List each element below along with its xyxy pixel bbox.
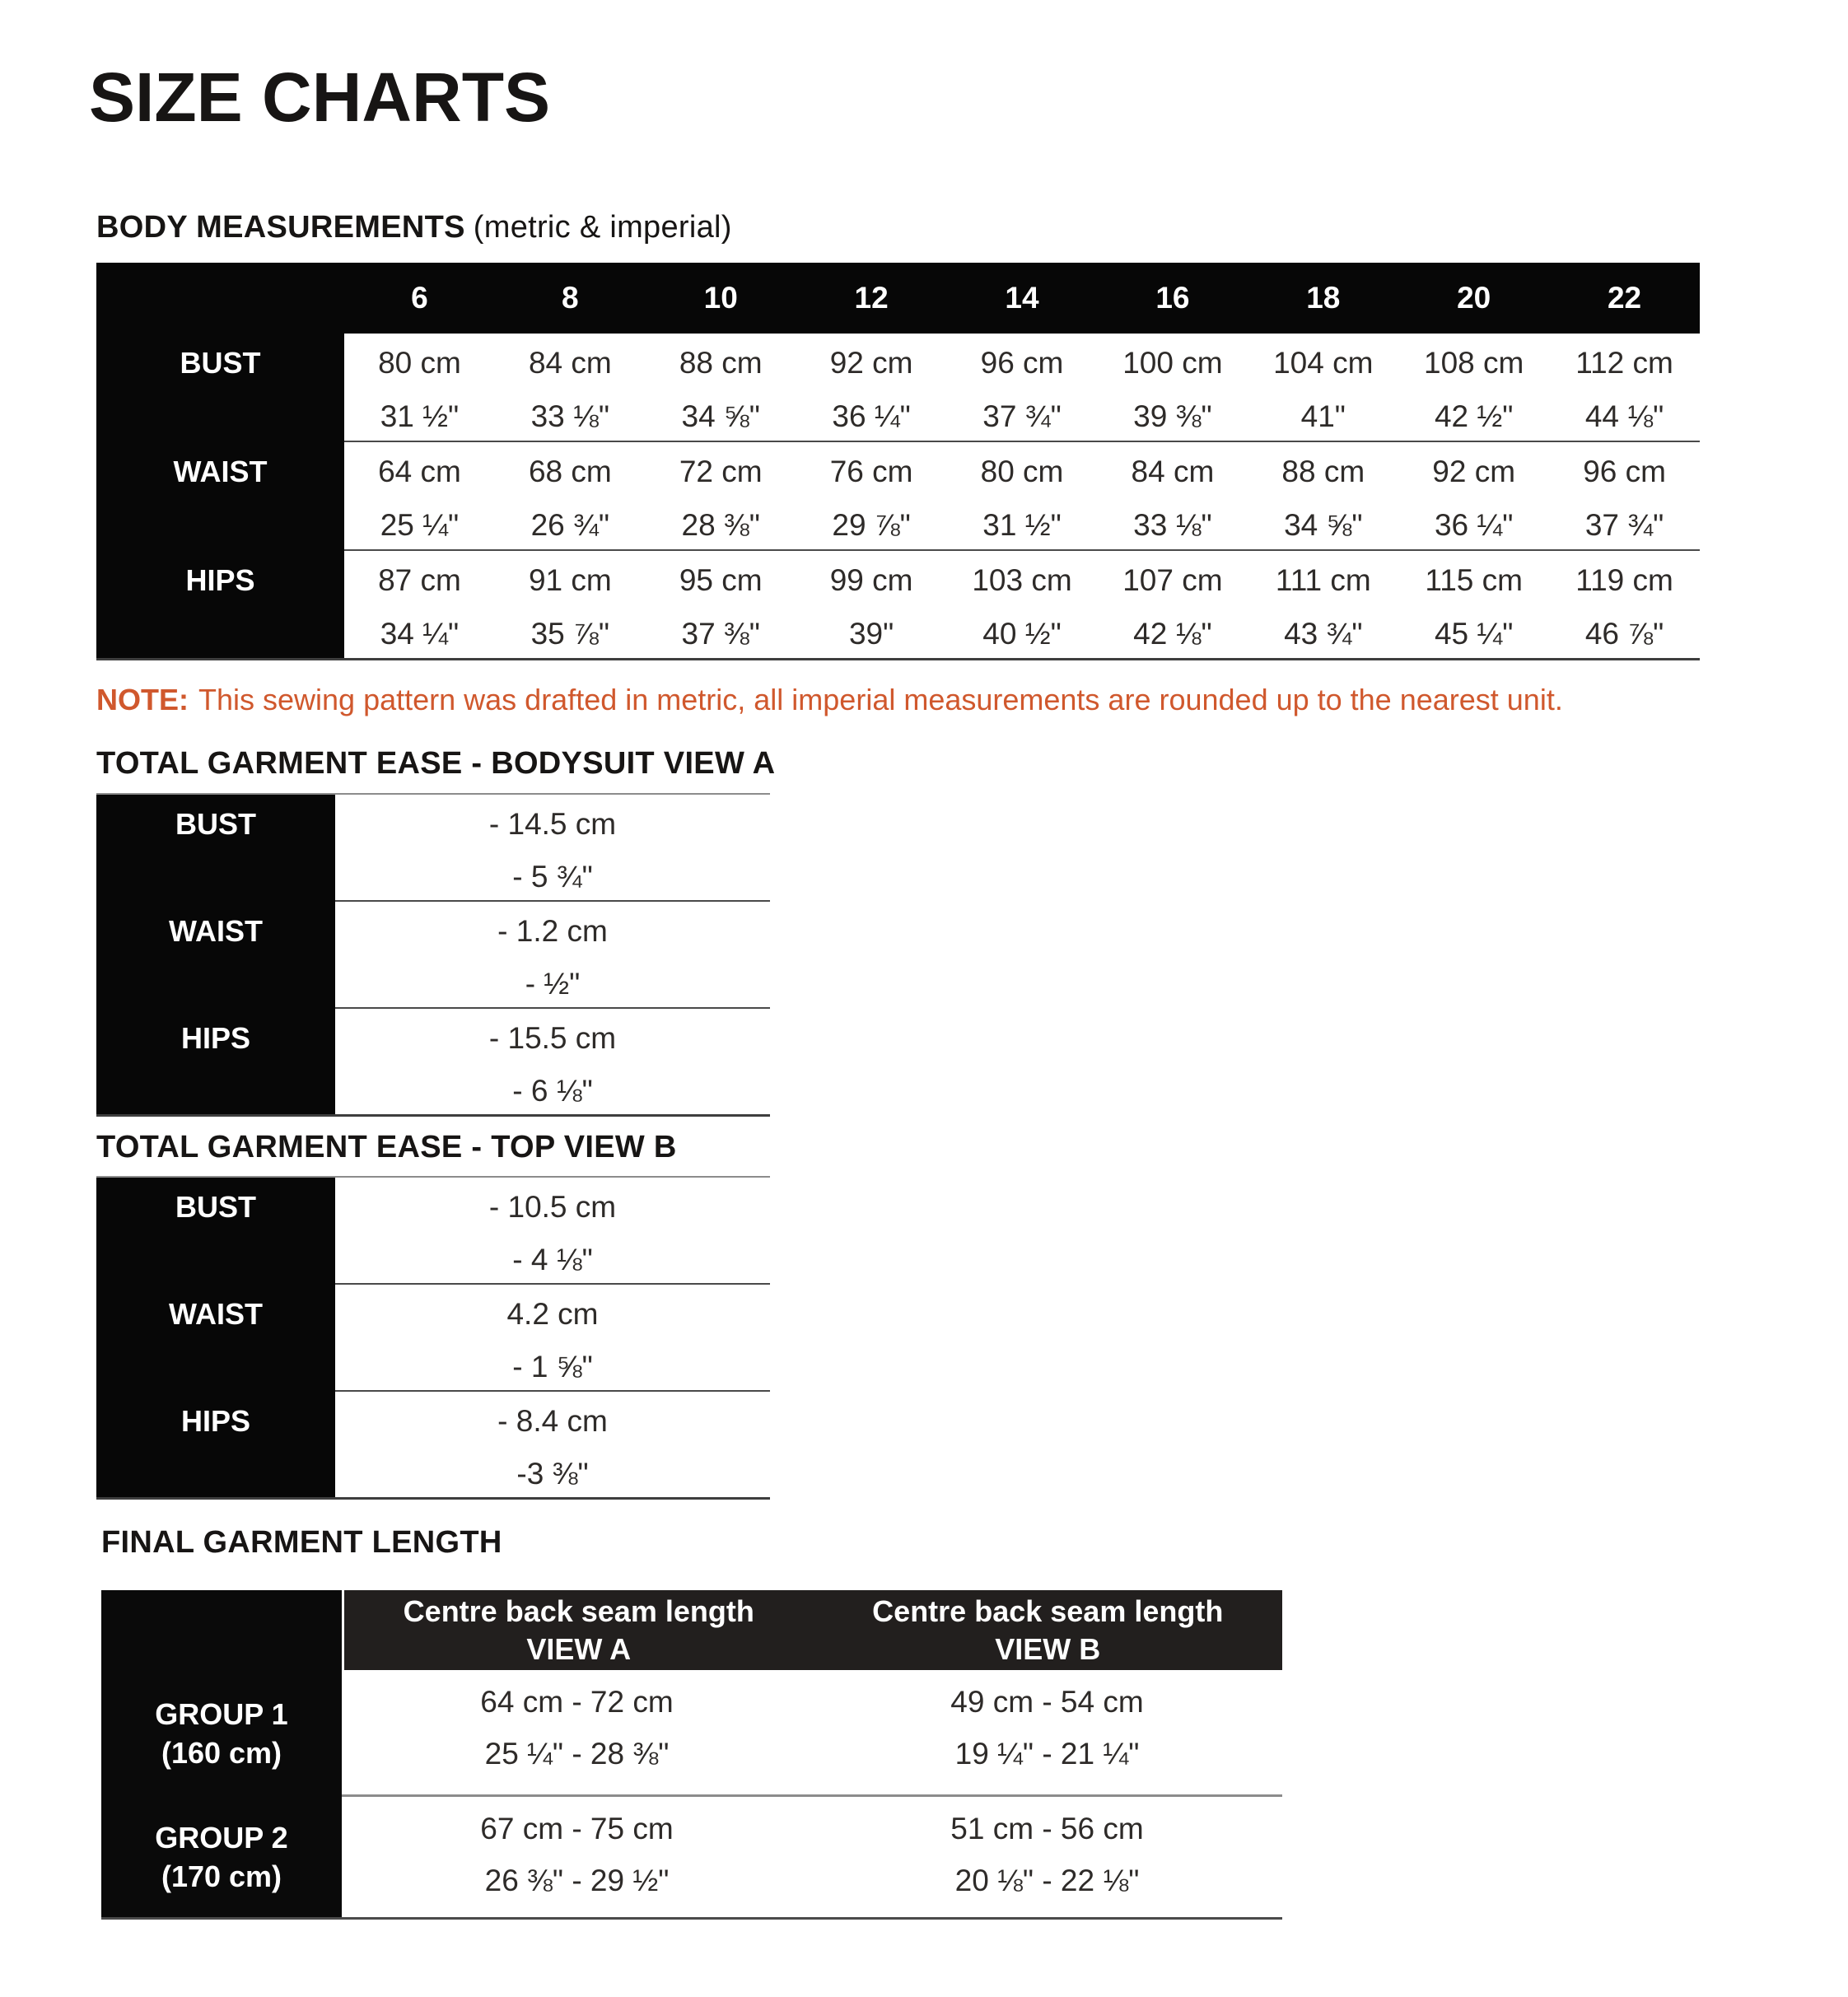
bust-cm-value: 84 cm [528, 346, 612, 380]
hips-in-value: 43 ¾" [1284, 617, 1363, 651]
bust-cm-value: 100 cm [1122, 346, 1223, 380]
hips-in-value: 37 ⅜" [681, 617, 760, 651]
view-a-column-header: Centre back seam length VIEW A [403, 1593, 754, 1666]
group-2-view-a-cm: 67 cm - 75 cm [480, 1812, 674, 1845]
body-measurements-heading-suffix: (metric & imperial) [473, 210, 732, 245]
bust-in-value: 44 ⅛" [1584, 399, 1664, 433]
ease-top-b-heading: TOTAL GARMENT EASE - TOP VIEW B [96, 1130, 677, 1164]
hips-in-value: 42 ⅛" [1133, 617, 1212, 651]
bust-in-value: 31 ½" [380, 399, 460, 433]
hips-cm-value: 107 cm [1122, 563, 1223, 597]
group-2-row [101, 1797, 1282, 1917]
group-1-view-a-in: 25 ¼" - 28 ⅜" [484, 1737, 670, 1771]
hips-cm-value: 111 cm [1275, 563, 1371, 597]
bust-cm-value: 92 cm [829, 346, 913, 380]
bust-row-values [344, 334, 1700, 442]
size-column-header: 18 [1306, 281, 1341, 315]
size-column-header: 22 [1607, 281, 1642, 315]
note-label: NOTE: [96, 683, 189, 716]
hips-cm-value: 119 cm [1575, 563, 1673, 597]
ease-a-hips-in: - 6 ⅛" [512, 1074, 593, 1108]
group-1-view-b-in: 19 ¼" - 21 ¼" [954, 1737, 1140, 1771]
hips-cm-value: 99 cm [829, 563, 913, 597]
waist-in-value: 26 ¾" [530, 508, 610, 542]
bust-cm-value: 80 cm [378, 346, 461, 380]
ease-b-waist-cm: 4.2 cm [506, 1297, 599, 1331]
ease-b-hips-row [96, 1392, 770, 1497]
bust-in-value: 33 ⅛" [530, 399, 610, 433]
bust-in-value: 41" [1300, 399, 1346, 433]
ease-b-waist-label: WAIST [96, 1285, 335, 1392]
waist-cm-value: 92 cm [1432, 455, 1516, 488]
size-column-header: 10 [703, 281, 738, 315]
group-2-view-b-in: 20 ⅛" - 22 ⅛" [954, 1864, 1140, 1897]
ease-a-waist-in: - ½" [525, 967, 581, 1001]
ease-top-b-table [96, 1176, 770, 1500]
final-length-heading: FINAL GARMENT LENGTH [101, 1525, 502, 1560]
group-1-view-a-cm: 64 cm - 72 cm [480, 1685, 674, 1719]
size-column-header: 12 [854, 281, 889, 315]
size-column-header: 14 [1005, 281, 1039, 315]
waist-in-value: 28 ⅜" [681, 508, 760, 542]
note-text: This sewing pattern was drafted in metric, all imperial measurements are rounded up to the nearest unit. [198, 683, 1563, 716]
group-2-view-b-cm: 51 cm - 56 cm [950, 1812, 1144, 1845]
hips-in-value: 35 ⅞" [530, 617, 610, 651]
waist-cm-value: 76 cm [829, 455, 913, 488]
ease-a-hips-row [96, 1009, 770, 1114]
waist-row-label: WAIST [96, 442, 344, 551]
waist-cm-value: 84 cm [1131, 455, 1215, 488]
waist-cm-value: 72 cm [679, 455, 763, 488]
waist-cm-value: 88 cm [1281, 455, 1365, 488]
waist-in-value: 33 ⅛" [1133, 508, 1212, 542]
page-title: SIZE CHARTS [89, 58, 551, 136]
bust-cm-value: 104 cm [1273, 346, 1374, 380]
ease-b-waist-in: - 1 ⅝" [512, 1350, 593, 1383]
bust-in-value: 42 ½" [1434, 399, 1514, 433]
body-measurements-table [96, 263, 1700, 660]
final-length-table [101, 1590, 1282, 1920]
size-column-header: 6 [411, 281, 428, 315]
ease-b-hips-in: -3 ⅜" [516, 1457, 589, 1491]
ease-a-hips-label: HIPS [96, 1009, 335, 1114]
group-1-label: GROUP 1 (160 cm) [101, 1670, 342, 1797]
final-length-header-row [101, 1590, 1282, 1670]
body-measurements-heading-bold: BODY MEASUREMENTS [96, 210, 465, 245]
bust-in-value: 39 ⅜" [1133, 399, 1212, 433]
hips-row-values [344, 551, 1700, 658]
waist-in-value: 34 ⅝" [1284, 508, 1363, 542]
waist-in-value: 25 ¼" [380, 508, 460, 542]
hips-row [96, 551, 1700, 658]
ease-a-bust-label: BUST [96, 795, 335, 902]
ease-a-hips-cm: - 15.5 cm [488, 1021, 617, 1055]
hips-in-value: 34 ¼" [380, 617, 460, 651]
hips-cm-value: 103 cm [972, 563, 1072, 597]
ease-bodysuit-a-table [96, 793, 770, 1117]
hips-cm-value: 95 cm [679, 563, 763, 597]
view-b-column-header: Centre back seam length VIEW B [872, 1593, 1224, 1666]
hips-in-value: 45 ¼" [1434, 617, 1514, 651]
size-column-header: 20 [1457, 281, 1491, 315]
bust-row-label: BUST [96, 334, 344, 442]
ease-a-waist-row [96, 902, 770, 1009]
waist-in-value: 29 ⅞" [832, 508, 911, 542]
bust-cm-value: 112 cm [1575, 346, 1673, 380]
hips-row-label: HIPS [96, 551, 344, 658]
hips-in-value: 40 ½" [982, 617, 1062, 651]
ease-a-bust-row [96, 795, 770, 902]
group-2-view-a-in: 26 ⅜" - 29 ½" [484, 1864, 670, 1897]
hips-cm-value: 91 cm [528, 563, 612, 597]
group-2-label: GROUP 2 (170 cm) [101, 1797, 342, 1917]
ease-b-hips-cm: - 8.4 cm [497, 1404, 608, 1438]
waist-cm-value: 64 cm [378, 455, 461, 488]
body-measurements-heading [96, 208, 732, 246]
final-length-header-spacer [101, 1590, 342, 1670]
metric-note [96, 681, 1563, 719]
ease-b-hips-label: HIPS [96, 1392, 335, 1497]
ease-b-bust-label: BUST [96, 1178, 335, 1285]
ease-b-waist-row [96, 1285, 770, 1392]
ease-b-bust-in: - 4 ⅛" [512, 1243, 593, 1276]
hips-cm-value: 115 cm [1425, 563, 1523, 597]
ease-a-waist-label: WAIST [96, 902, 335, 1009]
size-header-row [96, 263, 1700, 334]
bust-cm-value: 88 cm [679, 346, 763, 380]
bust-in-value: 34 ⅝" [681, 399, 760, 433]
ease-bodysuit-a-heading: TOTAL GARMENT EASE - BODYSUIT VIEW A [96, 746, 776, 781]
bust-in-value: 36 ¼" [832, 399, 911, 433]
hips-in-value: 46 ⅞" [1584, 617, 1664, 651]
bust-row [96, 334, 1700, 442]
group-1-view-b-cm: 49 cm - 54 cm [950, 1685, 1144, 1719]
waist-in-value: 31 ½" [982, 508, 1062, 542]
waist-in-value: 36 ¼" [1434, 508, 1514, 542]
waist-row [96, 442, 1700, 551]
waist-cm-value: 68 cm [528, 455, 612, 488]
hips-in-value: 39" [848, 617, 894, 651]
ease-b-bust-cm: - 10.5 cm [488, 1190, 617, 1224]
waist-cm-value: 80 cm [980, 455, 1064, 488]
waist-in-value: 37 ¾" [1584, 508, 1664, 542]
waist-row-values [344, 442, 1700, 551]
hips-cm-value: 87 cm [378, 563, 461, 597]
ease-a-waist-cm: - 1.2 cm [497, 914, 608, 948]
bust-cm-value: 108 cm [1424, 346, 1524, 380]
ease-a-bust-cm: - 14.5 cm [488, 807, 617, 841]
size-column-header: 16 [1155, 281, 1190, 315]
waist-cm-value: 96 cm [1583, 455, 1666, 488]
group-1-row [101, 1670, 1282, 1797]
ease-b-bust-row [96, 1178, 770, 1285]
size-column-header: 8 [562, 281, 579, 315]
ease-a-bust-in: - 5 ¾" [512, 860, 593, 894]
bust-cm-value: 96 cm [980, 346, 1064, 380]
bust-in-value: 37 ¾" [982, 399, 1062, 433]
